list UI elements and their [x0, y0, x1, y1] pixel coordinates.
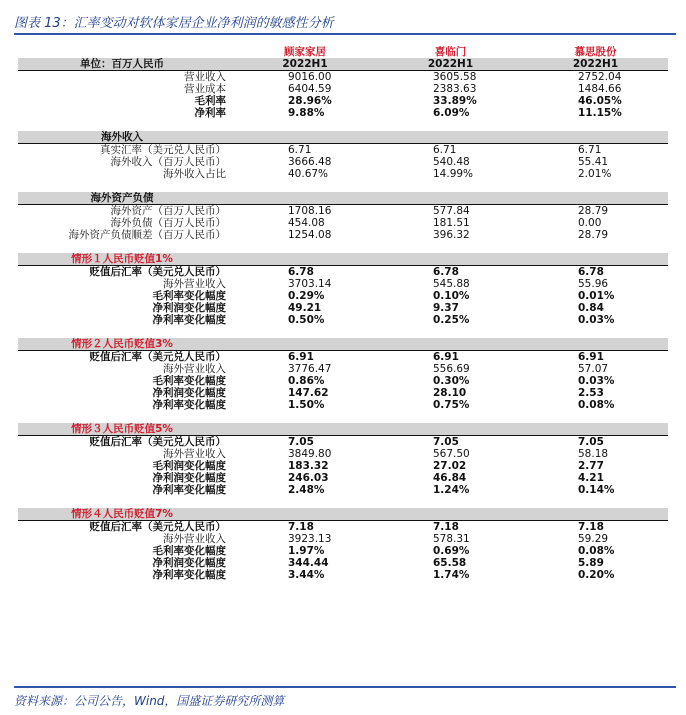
value-cell: 577.84: [433, 205, 470, 217]
unit-label: 单位：百万人民币: [18, 58, 232, 71]
value-cell: 14.99%: [433, 168, 474, 180]
table-row: [18, 557, 668, 569]
value-cell: 3.44%: [288, 569, 325, 581]
row-label: 净利润变化幅度: [152, 387, 226, 399]
value-cell: 3776.47: [288, 363, 332, 375]
value-cell: 1.97%: [288, 545, 325, 557]
table-row: [18, 107, 668, 119]
section-cell: [232, 192, 378, 205]
section-title: 情形２人民币贬值3%: [18, 338, 232, 351]
value-cell: 2.77: [578, 460, 604, 472]
value-cell: 6.91: [433, 351, 459, 363]
value-cell: 0.29%: [288, 290, 325, 302]
section-title: 情形１人民币贬值1%: [18, 253, 232, 266]
row-label: 营业收入: [184, 71, 226, 83]
section-title: 情形４人民币贬值7%: [18, 508, 232, 521]
bottom-rule: [14, 686, 676, 688]
value-cell: 545.88: [433, 278, 470, 290]
section-header-row: [18, 508, 668, 521]
value-cell: 6.78: [433, 266, 459, 278]
section-cell: [378, 253, 523, 266]
table-row: [18, 448, 668, 460]
table-row: [18, 363, 668, 375]
table-row: [18, 375, 668, 387]
table-body: [18, 46, 668, 581]
table-row: [18, 436, 668, 449]
section-title: 海外收入: [18, 131, 232, 144]
table-row: [18, 229, 668, 241]
unit-header-row: [18, 58, 668, 71]
value-cell: 556.69: [433, 363, 470, 375]
value-cell: 7.18: [433, 521, 459, 533]
value-cell: 0.03%: [578, 314, 615, 326]
value-cell: 27.02: [433, 460, 467, 472]
value-cell: 0.25%: [433, 314, 470, 326]
row-label: 海外营业收入: [163, 278, 226, 290]
value-cell: 57.07: [578, 363, 609, 375]
section-header-row: [18, 338, 668, 351]
value-cell: 1484.66: [578, 83, 622, 95]
row-label: 营业成本: [184, 83, 226, 95]
value-cell: 28.96%: [288, 95, 332, 107]
value-cell: 1.24%: [433, 484, 470, 496]
value-cell: 0.08%: [578, 399, 615, 411]
value-cell: 7.18: [288, 521, 314, 533]
section-cell: [232, 508, 378, 521]
value-cell: 7.18: [578, 521, 604, 533]
period-label: 2022H1: [232, 58, 378, 71]
table-row: [18, 387, 668, 399]
table-row: [18, 484, 668, 496]
value-cell: 6.71: [288, 144, 312, 156]
value-cell: 6.71: [433, 144, 457, 156]
table-row: [18, 95, 668, 107]
row-label: 净利率变化幅度: [152, 569, 226, 581]
top-rule: [14, 33, 676, 35]
section-cell: [523, 253, 668, 266]
figure-title: 图表 13：汇率变动对软体家居企业净利润的敏感性分析: [14, 16, 334, 31]
row-label: 海外营业收入: [163, 363, 226, 375]
company-name: 顾家家居: [284, 46, 326, 58]
row-label: 净利润变化幅度: [152, 557, 226, 569]
value-cell: 7.05: [288, 436, 314, 448]
table-row: [18, 168, 668, 180]
value-cell: 58.18: [578, 448, 609, 460]
company-name: 喜临门: [434, 46, 467, 58]
company-name: 慕思股份: [574, 46, 617, 58]
value-cell: 28.79: [578, 205, 609, 217]
value-cell: 7.05: [578, 436, 604, 448]
table-row: [18, 314, 668, 326]
period-label: 2022H1: [523, 58, 668, 71]
value-cell: 3849.80: [288, 448, 332, 460]
value-cell: 246.03: [288, 472, 329, 484]
value-cell: 6.09%: [433, 107, 470, 119]
section-cell: [232, 338, 378, 351]
row-label: 海外负债（百万人民币）: [110, 217, 226, 229]
value-cell: 9.88%: [288, 107, 325, 119]
value-cell: 55.96: [578, 278, 609, 290]
value-cell: 0.86%: [288, 375, 325, 387]
value-cell: 181.51: [433, 217, 470, 229]
section-cell: [378, 423, 523, 436]
spacer-row: [18, 241, 668, 253]
spacer-cell: [18, 241, 668, 253]
table-row: [18, 351, 668, 364]
row-label: 海外营业收入: [163, 448, 226, 460]
spacer-cell: [18, 180, 668, 192]
value-cell: 6404.59: [288, 83, 332, 95]
value-cell: 6.71: [578, 144, 602, 156]
value-cell: 46.84: [433, 472, 467, 484]
spacer-cell: [18, 411, 668, 423]
table-row: [18, 156, 668, 168]
row-label: 毛利润变化幅度: [152, 460, 226, 472]
table-row: [18, 460, 668, 472]
value-cell: 0.03%: [578, 375, 615, 387]
row-label: 净利润变化幅度: [152, 472, 226, 484]
table-row: [18, 290, 668, 302]
section-cell: [378, 338, 523, 351]
value-cell: 0.75%: [433, 399, 470, 411]
table-row: [18, 266, 668, 279]
section-header-row: [18, 131, 668, 144]
value-cell: 49.21: [288, 302, 322, 314]
value-cell: 33.89%: [433, 95, 477, 107]
value-cell: 2.48%: [288, 484, 325, 496]
value-cell: 0.01%: [578, 290, 615, 302]
value-cell: 6.91: [578, 351, 604, 363]
value-cell: 183.32: [288, 460, 329, 472]
value-cell: 2752.04: [578, 71, 622, 83]
section-cell: [523, 423, 668, 436]
section-cell: [378, 508, 523, 521]
value-cell: 0.69%: [433, 545, 470, 557]
section-cell: [232, 131, 378, 144]
value-cell: 9.37: [433, 302, 459, 314]
section-title: 海外资产负债: [18, 192, 232, 205]
table-row: [18, 533, 668, 545]
table-row: [18, 302, 668, 314]
table-row: [18, 278, 668, 290]
spacer-cell: [18, 119, 668, 131]
row-label: 真实汇率（美元兑人民币）: [100, 144, 226, 156]
sensitivity-table: [18, 46, 668, 581]
row-label: 贬值后汇率（美元兑人民币）: [89, 521, 226, 533]
value-cell: 0.20%: [578, 569, 615, 581]
section-cell: [232, 253, 378, 266]
section-cell: [378, 192, 523, 205]
source-note: 资料来源：公司公告，Wind，国盛证券研究所测算: [14, 694, 285, 708]
value-cell: 3703.14: [288, 278, 332, 290]
spacer-row: [18, 119, 668, 131]
value-cell: 6.91: [288, 351, 314, 363]
value-cell: 6.78: [578, 266, 604, 278]
row-label: 毛利率: [194, 95, 226, 107]
value-cell: 7.05: [433, 436, 459, 448]
value-cell: 540.48: [433, 156, 470, 168]
table-row: [18, 83, 668, 95]
value-cell: 0.84: [578, 302, 604, 314]
spacer-cell: [18, 496, 668, 508]
section-title: 情形３人民币贬值5%: [18, 423, 232, 436]
table-row: [18, 521, 668, 534]
row-label: 毛利率变化幅度: [152, 290, 226, 302]
spacer-row: [18, 496, 668, 508]
row-label: 净利润变化幅度: [152, 302, 226, 314]
value-cell: 55.41: [578, 156, 609, 168]
section-cell: [232, 423, 378, 436]
section-cell: [523, 508, 668, 521]
value-cell: 147.62: [288, 387, 329, 399]
table-row: [18, 472, 668, 484]
value-cell: 5.89: [578, 557, 604, 569]
value-cell: 11.15%: [578, 107, 622, 119]
row-label: 海外资产（百万人民币）: [110, 205, 226, 217]
value-cell: 0.50%: [288, 314, 325, 326]
value-cell: 344.44: [288, 557, 329, 569]
spacer-row: [18, 411, 668, 423]
value-cell: 396.32: [433, 229, 470, 241]
value-cell: 28.10: [433, 387, 467, 399]
row-label: 贬值后汇率（美元兑人民币）: [89, 436, 226, 448]
value-cell: 454.08: [288, 217, 325, 229]
section-cell: [523, 131, 668, 144]
value-cell: 2383.63: [433, 83, 477, 95]
table-row: [18, 71, 668, 84]
value-cell: 3666.48: [288, 156, 332, 168]
row-label: 净利率变化幅度: [152, 399, 226, 411]
row-label: 毛利率变化幅度: [152, 375, 226, 387]
value-cell: 4.21: [578, 472, 604, 484]
value-cell: 6.78: [288, 266, 314, 278]
section-header-row: [18, 253, 668, 266]
section-cell: [523, 338, 668, 351]
value-cell: 2.01%: [578, 168, 612, 180]
table-row: [18, 545, 668, 557]
value-cell: 3605.58: [433, 71, 477, 83]
section-cell: [378, 131, 523, 144]
value-cell: 0.30%: [433, 375, 470, 387]
value-cell: 2.53: [578, 387, 604, 399]
value-cell: 1708.16: [288, 205, 332, 217]
section-cell: [523, 192, 668, 205]
value-cell: 46.05%: [578, 95, 622, 107]
value-cell: 567.50: [433, 448, 470, 460]
table-row: [18, 399, 668, 411]
row-label: 毛利率变化幅度: [152, 545, 226, 557]
value-cell: 0.00: [578, 217, 602, 229]
row-label: 海外营业收入: [163, 533, 226, 545]
row-label: 贬值后汇率（美元兑人民币）: [89, 266, 226, 278]
value-cell: 28.79: [578, 229, 609, 241]
company-header-row: [18, 46, 668, 58]
value-cell: 0.14%: [578, 484, 615, 496]
value-cell: 65.58: [433, 557, 467, 569]
table-row: [18, 569, 668, 581]
value-cell: 1.74%: [433, 569, 470, 581]
table-row: [18, 205, 668, 218]
spacer-cell: [18, 326, 668, 338]
value-cell: 0.08%: [578, 545, 615, 557]
table-row: [18, 217, 668, 229]
row-label: 海外收入占比: [163, 168, 226, 180]
row-label: 海外资产负债顺差（百万人民币）: [68, 229, 226, 241]
value-cell: 59.29: [578, 533, 609, 545]
value-cell: 9016.00: [288, 71, 332, 83]
value-cell: 1.50%: [288, 399, 325, 411]
row-label: 净利率变化幅度: [152, 314, 226, 326]
table-row: [18, 144, 668, 157]
section-header-row: [18, 423, 668, 436]
row-label: 净利率变化幅度: [152, 484, 226, 496]
value-cell: 0.10%: [433, 290, 470, 302]
value-cell: 1254.08: [288, 229, 332, 241]
section-header-row: [18, 192, 668, 205]
spacer-row: [18, 326, 668, 338]
row-label: 净利率: [194, 107, 226, 119]
period-label: 2022H1: [378, 58, 523, 71]
row-label: 海外收入（百万人民币）: [110, 156, 226, 168]
value-cell: 578.31: [433, 533, 470, 545]
value-cell: 3923.13: [288, 533, 332, 545]
row-label: 贬值后汇率（美元兑人民币）: [89, 351, 226, 363]
spacer-row: [18, 180, 668, 192]
value-cell: 40.67%: [288, 168, 329, 180]
